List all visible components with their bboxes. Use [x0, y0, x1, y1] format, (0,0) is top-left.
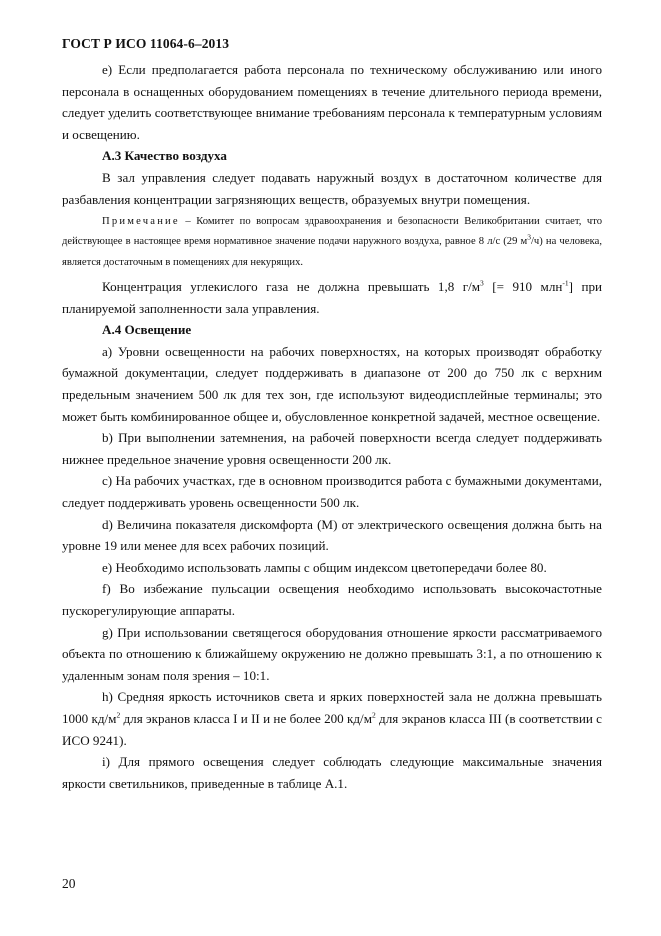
standard-header: ГОСТ Р ИСО 11064-6–2013 [62, 36, 230, 51]
item-e: е) Необходимо использовать лампы с общим индексом цветопередачи более 80. [102, 559, 547, 575]
paragraph-co2 [62, 276, 602, 319]
item-c: с) На рабочих участках, где в основном производится работа с бумажными документами, следует поддерживать уровень освещенности 500 лк. [62, 473, 602, 510]
paragraph-e-continued: e) Если предполагается работа персонала по техническому обслуживанию или иного персонала в оснащенных оборудованием помещениях в течение длительного периода времени, следует уделить соответствующее внимание требованиям персонала к температурным условиям и освещению. [62, 62, 602, 142]
paragraph-a3-air: В зал управления следует подавать наружный воздух в достаточном количестве для разбавления концентрации загрязняющих веществ, образуемых внутри помещения. [62, 169, 602, 207]
item-a: а) Уровни освещенности на рабочих поверхностях, на которых производят обработку бумажной документации, следует поддерживать в диапазоне от 200 до 750 лк с верхним предельным значением 500 лк для тех зон, где используют видеодисплейные терминалы; это может быть комбинированное общее и, обусловленное конкретной задачей, местное освещение. [62, 343, 602, 424]
co2-text-part1: Концентрация углекислого газа не должна превышать 1,8 г/м [102, 279, 481, 295]
note-text-part1: – Комитет по вопросам здравоохранения и безопасности Великобритании считает, что действующее в настоящее время нормативное значение подачи наружного воздуха, равное 8 л/с (29 м [62, 216, 602, 248]
page-number: 20 [62, 876, 76, 891]
item-h-part1: h) Средняя яркость источников света и ярких поверхностей зала не должна превышать 1000 кд/м [62, 689, 602, 726]
section-a4-heading: А.4 Освещение [102, 322, 192, 338]
item-b: b) При выполнении затемнения, на рабочей поверхности всегда следует поддерживать нижнее предельное значение уровня освещенности 200 лк. [62, 430, 602, 467]
item-h-part3: для экранов класса III (в соответствии с ИСО 9241). [62, 710, 602, 748]
note-label: Примечание [102, 216, 180, 228]
item-g: g) При использовании светящегося оборудования отношение яркости рассматриваемого объекта по отношению к ближайшему окружению не должно превышать 3:1, а по отношению к удаленным зонам поля зрения – 10:1. [62, 624, 602, 683]
document-body [62, 59, 602, 794]
item-h-superscript-2: 2 [371, 710, 376, 720]
co2-superscript-1: 3 [480, 278, 484, 288]
item-i: i) Для прямого освещения следует соблюдать следующие максимальные значения яркости светильников, приведенные в таблице А.1. [62, 754, 602, 791]
note-text-part2: /ч) на человека, является достаточным в помещениях для некурящих. [62, 236, 603, 268]
item-h-superscript-1: 2 [116, 710, 121, 720]
note-superscript: 3 [527, 232, 531, 242]
co2-superscript-2: -1 [562, 278, 569, 288]
item-f: f) Во избежание пульсации освещения необходимо использовать высокочастотные пускорегулирующие аппараты. [62, 581, 602, 618]
item-d: d) Величина показателя дискомфорта (М) от электрического освещения должна быть на уровне 19 или менее для всех рабочих позиций. [62, 516, 602, 554]
item-h-part2: для экранов класса I и II и не более 200 кд/м [120, 710, 372, 726]
co2-text-part3: ] при планируемой заполненности зала управления. [62, 279, 602, 316]
section-a3-heading: А.3 Качество воздуха [102, 148, 227, 164]
co2-text-part2: [= 910 млн [483, 279, 563, 295]
item-h [62, 686, 602, 751]
note-paragraph [62, 212, 602, 273]
